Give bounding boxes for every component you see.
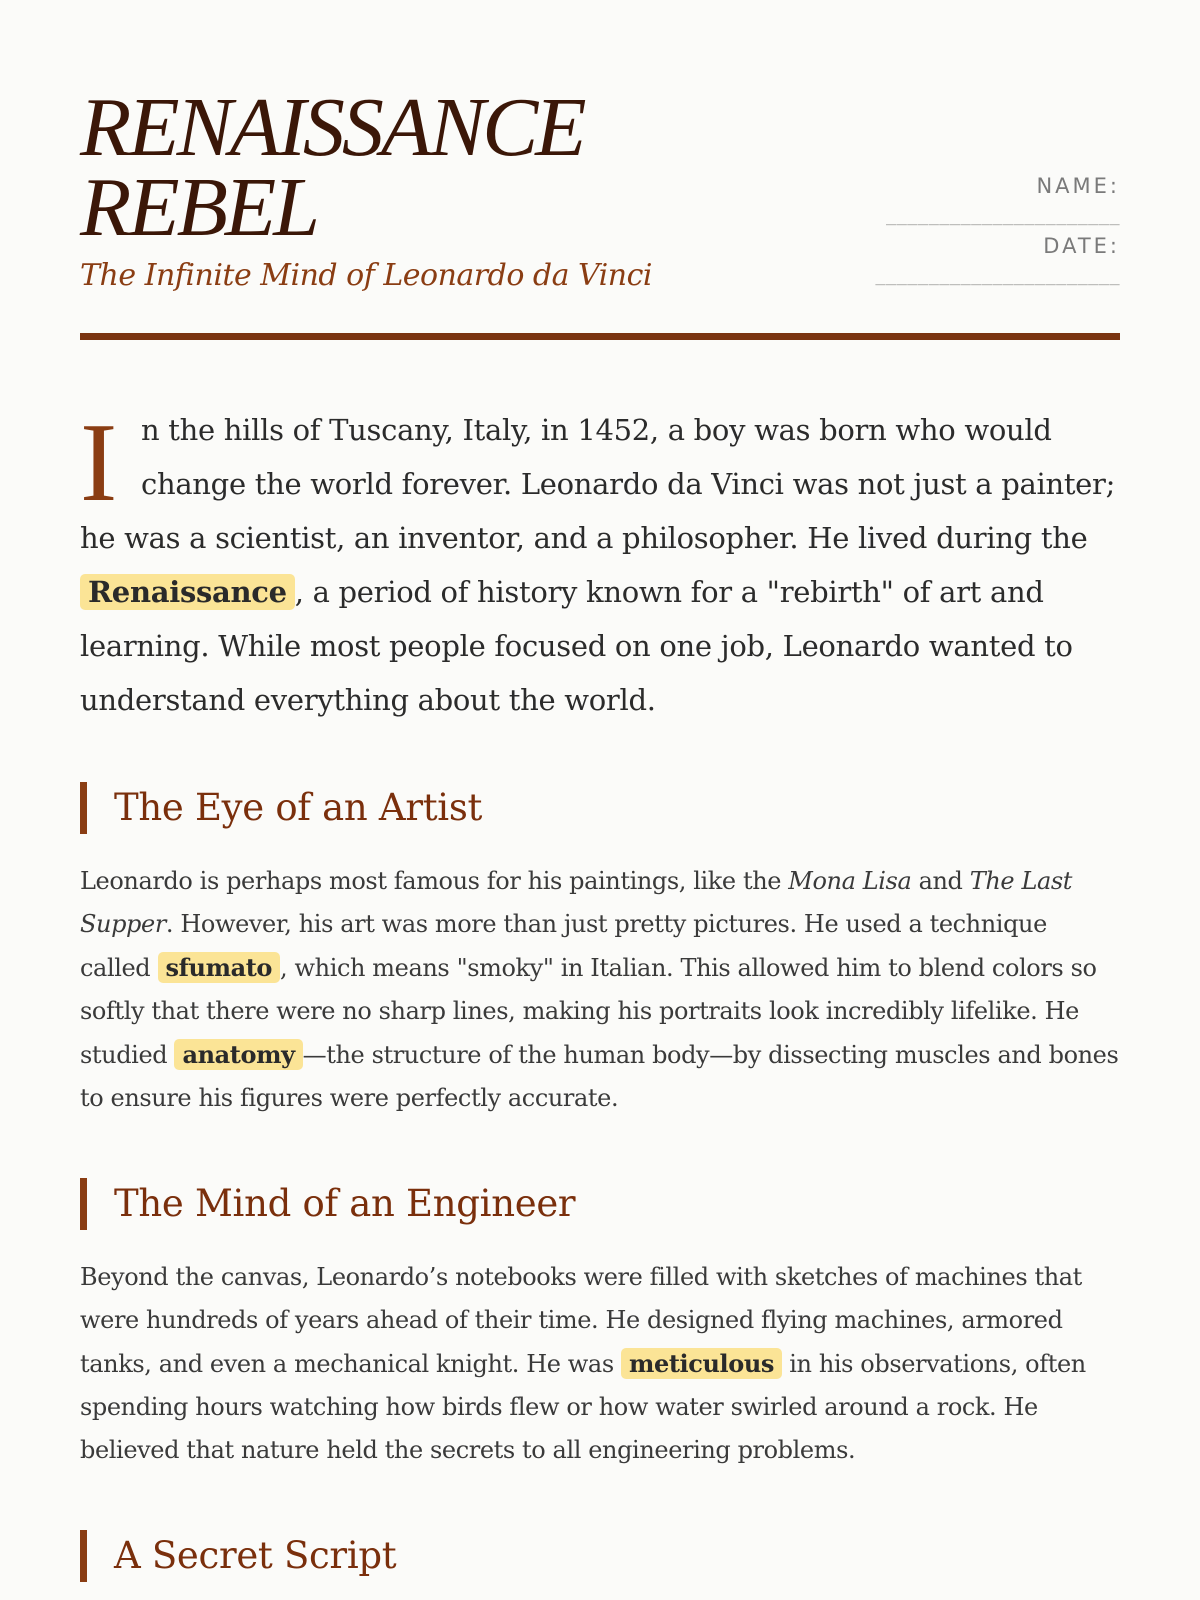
section-body-artist	[80, 860, 1120, 1120]
artwork-title-last-supper: The Last Supper	[80, 867, 1073, 938]
date-blank-line: _______________________	[875, 266, 1120, 286]
intro-text-1: n the hills of Tuscany, Italy, in 1452, a boy was born who would change the world forever. Leonardo da Vinci was not just a painter; he was a scientist, an inventor, and a philosopher. He lived during the	[80, 413, 1116, 555]
artist-text-e: —the structure of the human body—by dissecting muscles and bones to ensure his figures were perfectly accurate.	[80, 1041, 1119, 1112]
name-date-fields	[875, 170, 1120, 290]
vocab-term-anatomy: anatomy	[174, 1039, 302, 1070]
artist-text-b: and	[911, 867, 970, 895]
artist-text-c: . However, his art was more than just pretty pictures. He used a technique called	[80, 910, 1047, 982]
artist-text-d: , which means "smoky" in Italian. This allowed him to blend colors so softly that there were no sharp lines, making his portraits look incredibly lifelike. He studied	[80, 954, 1097, 1069]
title-line-1: RENAISSANCE	[80, 81, 584, 174]
worksheet-subtitle: The Infinite Mind of Leonardo da Vinci	[80, 258, 652, 293]
name-label: NAME:	[1036, 174, 1120, 198]
artwork-title-mona-lisa: Mona Lisa	[788, 867, 912, 895]
vocab-term-renaissance: Renaissance	[80, 574, 295, 610]
title-line-2: REBEL	[80, 161, 317, 254]
vocab-term-sfumato: sfumato	[158, 952, 281, 983]
section-body-engineer	[80, 1256, 1120, 1472]
intro-paragraph	[80, 403, 1120, 727]
drop-cap: I	[80, 401, 117, 525]
intro-text-2: , a period of history known for a "rebirth" of art and learning. While most people focused on one job, Leonardo wanted to understand everything about the world.	[80, 575, 1073, 717]
engineer-text-b: in his observations, often spending hours watching how birds flew or how water swirled around a rock. He believed that nature held the secrets to all engineering problems.	[80, 1350, 1086, 1464]
vocab-term-meticulous: meticulous	[621, 1348, 782, 1379]
name-blank-line: ______________________	[886, 206, 1120, 226]
date-label: DATE:	[1043, 234, 1120, 258]
artist-text-a: Leonardo is perhaps most famous for his paintings, like the	[80, 867, 789, 895]
section-title-artist: The Eye of an Artist	[80, 782, 1120, 834]
engineer-text-a: Beyond the canvas, Leonardo’s notebooks were filled with sketches of machines that were hundreds of years ahead of their time. He designed flying machines, armored tanks, and even a mechanical knight. He was	[80, 1263, 1082, 1378]
worksheet-header	[80, 80, 1120, 340]
section-title-secret-script: A Secret Script	[80, 1530, 1120, 1582]
section-title-engineer: The Mind of an Engineer	[80, 1178, 1120, 1230]
